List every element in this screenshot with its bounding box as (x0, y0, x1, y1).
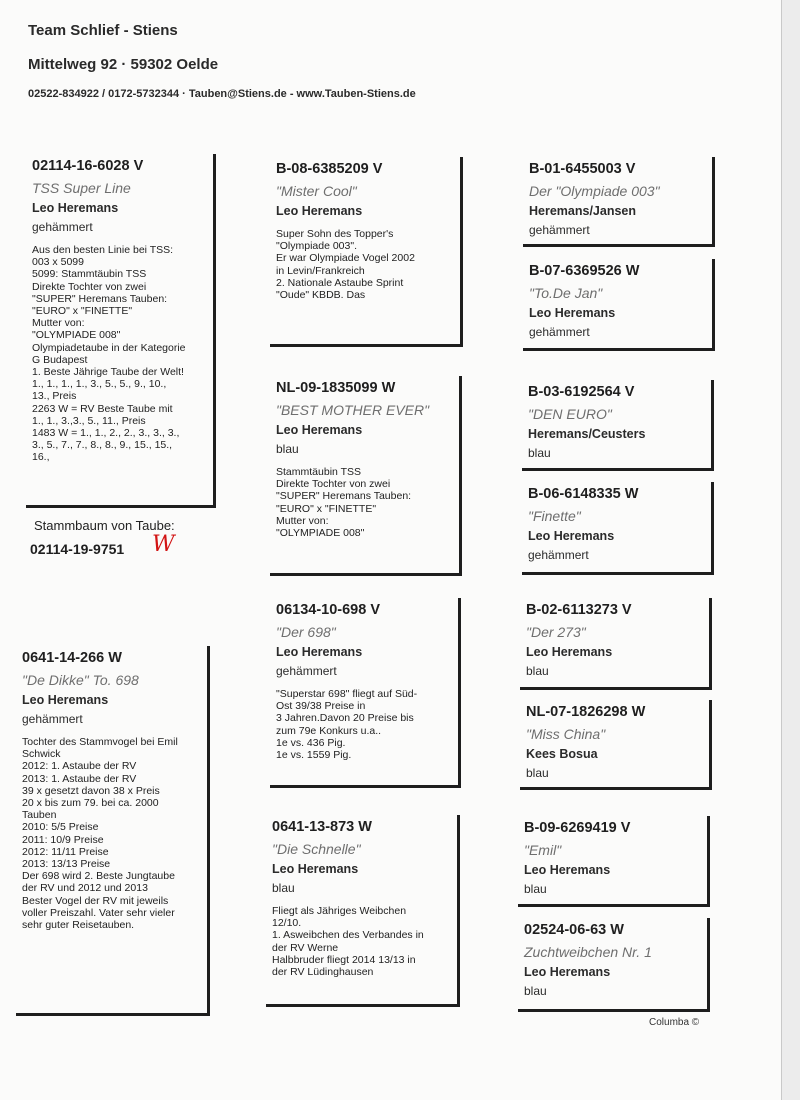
breeder: Kees Bosua (526, 747, 598, 761)
address: Mittelweg 92 · 59302 Oelde (28, 56, 219, 73)
color: blau (272, 881, 295, 895)
color: blau (528, 446, 551, 460)
pigeon-name: "Finette" (528, 508, 581, 524)
ring-number: 06134-10-698 V (276, 602, 380, 618)
breeder: Heremans/Ceusters (528, 427, 646, 441)
ring-number: B-01-6455003 V (529, 161, 636, 177)
color: gehämmert (32, 220, 93, 234)
ring-number: B-07-6369526 W (529, 263, 640, 279)
breeder: Leo Heremans (528, 529, 615, 543)
breeder: Leo Heremans (529, 306, 616, 320)
pigeon-card-ggm-1 (520, 598, 712, 690)
pigeon-card-ggp-2 (523, 259, 715, 351)
description: Tochter des Stammvogel bei Emil Schwick 2012: 1. Astaube der RV 2013: 1. Astaube der RV 39 x gesetzt davon 38 x Preis 20 x bis zum 79. bei ca. 2000 Tauben 2010: 5/5 Preise 2011: 10/9 Preise 2012: 11/11 Preise 2013: 13/13 Preise Der 698 wird 2. Beste Jungtaube der RV und 2012 und 2013 Bester Vogel der RV mit jeweils voller Preiszahl. Vater sehr vieler sehr guter Reisetauben. (22, 736, 178, 932)
ring-number: 0641-14-266 W (22, 650, 122, 666)
pigeon-card-sire (26, 154, 216, 508)
breeder: Heremans/Jansen (529, 204, 637, 218)
pigeon-name: Der "Olympiade 003" (529, 183, 660, 199)
pigeon-name: "Der 273" (526, 624, 586, 640)
ring-number: 0641-13-873 W (272, 819, 372, 835)
footer-credit: Columba © (649, 1017, 700, 1028)
breeder: Leo Heremans (276, 645, 363, 659)
pigeon-name: "Emil" (524, 842, 562, 858)
pigeon-name: "To.De Jan" (529, 285, 603, 301)
pigeon-name: "BEST MOTHER EVER" (276, 402, 430, 418)
pigeon-card-ggm-2 (520, 700, 712, 790)
pigeon-card-grandsire-paternal (270, 157, 463, 347)
description: Super Sohn des Topper's "Olympiade 003". Er war Olympiade Vogel 2002 in Levin/Frankreich 2. Nationale Astaube Sprint "Oude" KBDB. Das (276, 228, 415, 302)
color: gehämmert (22, 712, 83, 726)
pigeon-card-ggm-4 (518, 918, 710, 1012)
color: blau (526, 664, 549, 678)
color: gehämmert (528, 548, 589, 562)
pedigree-label: Stammbaum von Taube: (34, 518, 175, 533)
pigeon-card-granddam-maternal (266, 815, 460, 1007)
ring-number: B-02-6113273 V (526, 602, 632, 618)
contact-line: 02522-834922 / 0172-5732344 · Tauben@Stiens.de - www.Tauben-Stiens.de (28, 88, 416, 100)
breeder: Leo Heremans (32, 201, 119, 215)
ring-number: B-09-6269419 V (524, 820, 631, 836)
breeder: Leo Heremans (526, 645, 613, 659)
ring-number: B-06-6148335 W (528, 486, 639, 502)
pigeon-card-granddam-paternal (270, 376, 462, 576)
pigeon-name: Zuchtweibchen Nr. 1 (524, 944, 652, 960)
pigeon-card-ggp-1 (523, 157, 715, 247)
ring-number: 02524-06-63 W (524, 922, 624, 938)
pigeon-card-ggp-3 (522, 380, 714, 471)
color: blau (276, 442, 299, 456)
color: blau (526, 766, 549, 780)
ring-number: B-03-6192564 V (528, 384, 635, 400)
pigeon-card-ggp-4 (522, 482, 714, 575)
color: gehämmert (529, 325, 590, 339)
pigeon-name: TSS Super Line (32, 180, 131, 196)
description: Stammtäubin TSS Direkte Tochter von zwei "SUPER" Heremans Tauben: "EURO" x "FINETTE" Mutter von: "OLYMPIADE 008" (276, 466, 412, 540)
breeder: Leo Heremans (524, 863, 611, 877)
breeder: Leo Heremans (272, 862, 359, 876)
handwritten-mark: W (152, 532, 175, 557)
pigeon-name: "De Dikke" To. 698 (22, 672, 139, 688)
team-name: Team Schlief - Stiens (28, 22, 178, 39)
description: Aus den besten Linie bei TSS: 003 x 5099 5099: Stammtäubin TSS Direkte Tochter von zwei "SUPER" Heremans Tauben: "EURO" x "FINETTE" Mutter von: "OLYMPIADE 008" Olympiadetaube in der Kategorie G Budapest 1. Beste Jährige Taube der Welt! 1., 1., 1., 1., 3., 5., 5., 9., 10., 13., Preis 2263 W = RV Beste Taube mit 1., 1., 3.,3., 5., 11., Preis 1483 W = 1., 1., 2., 2., 3., 3., 3., 3., 5., 7., 7., 8., 8., 9., 15., 15., 16., (32, 244, 186, 464)
ring-number: B-08-6385209 V (276, 161, 383, 177)
pigeon-card-dam (16, 646, 210, 1016)
pigeon-card-ggm-3 (518, 816, 710, 907)
pigeon-name: "Mister Cool" (276, 183, 357, 199)
pigeon-name: "Miss China" (526, 726, 606, 742)
description: "Superstar 698" fliegt auf Süd- Ost 39/38 Preise in 3 Jahren.Davon 20 Preise bis zum 79e Konkurs u.a.. 1e vs. 436 Pig. 1e vs. 1559 Pig. (276, 688, 418, 762)
ring-number: NL-09-1835099 W (276, 380, 396, 396)
page-edge (781, 0, 800, 1100)
breeder: Leo Heremans (276, 204, 363, 218)
ring-number: 02114-16-6028 V (32, 158, 144, 174)
color: blau (524, 984, 547, 998)
description: Fliegt als Jähriges Weibchen 12/10. 1. Asweibchen des Verbandes in der RV Werne Halbbruder fliegt 2014 13/13 in der RV Lüdinghausen (272, 905, 424, 979)
pedigree-ring-number: 02114-19-9751 (30, 541, 125, 557)
breeder: Leo Heremans (524, 965, 611, 979)
color: gehämmert (529, 223, 590, 237)
breeder: Leo Heremans (276, 423, 363, 437)
pigeon-name: "Die Schnelle" (272, 841, 361, 857)
breeder: Leo Heremans (22, 693, 109, 707)
pigeon-name: "Der 698" (276, 624, 336, 640)
pigeon-card-grandsire-maternal (270, 598, 461, 788)
ring-number: NL-07-1826298 W (526, 704, 646, 720)
pigeon-name: "DEN EURO" (528, 406, 612, 422)
color: gehämmert (276, 664, 337, 678)
color: blau (524, 882, 547, 896)
